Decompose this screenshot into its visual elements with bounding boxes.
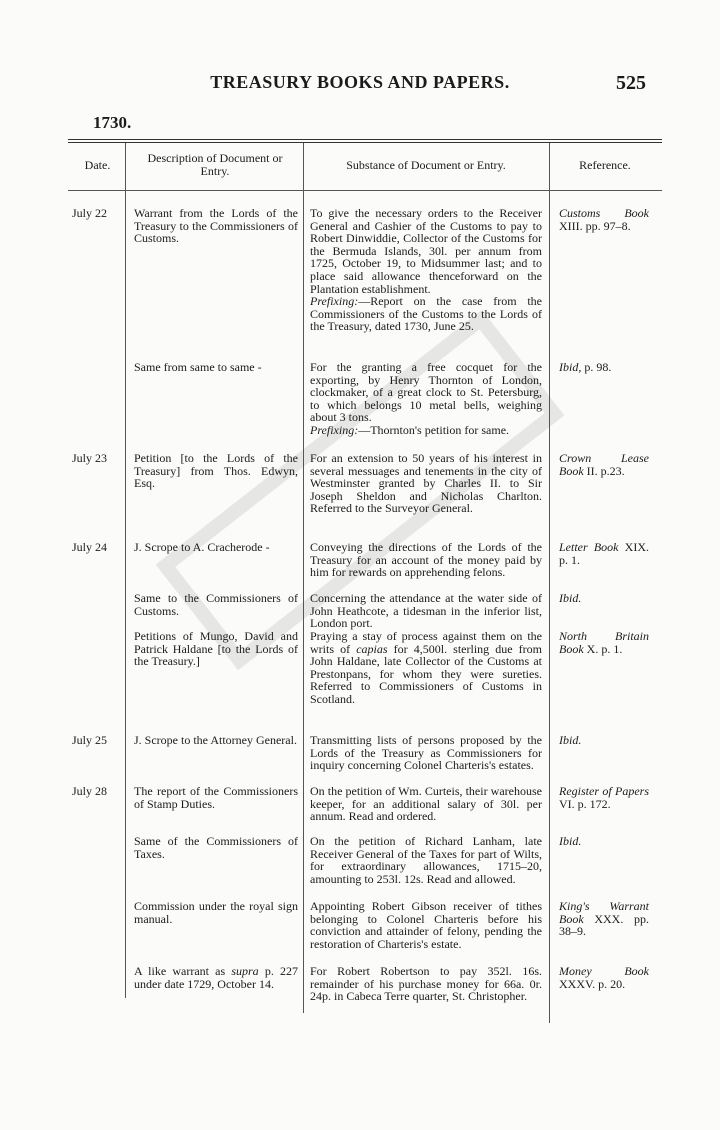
table-top-rule <box>68 139 662 140</box>
entry-description: Same from same to same - <box>134 360 262 374</box>
entry-reference <box>559 207 649 232</box>
entry-substance: Appointing Robert Gibson receiver of tithes belonging to Colonel Charteris before his conviction and attainder of felony, pending the restoration of Charteris's estate. <box>310 899 542 951</box>
entry-substance <box>310 361 542 437</box>
entry-reference <box>559 734 649 747</box>
substance-post: for 4,500l. sterling due from John Haldane, late Collector of the Customs at Prestonpans, for whom they were sureties. Referred to Commissioners of Customs in Scotland. <box>310 641 542 706</box>
reference-volume: XXX. pp. 38–9. <box>559 911 649 939</box>
reference-book: Ibid. <box>559 733 582 747</box>
table-top-rule-inner <box>68 142 662 143</box>
entry-description: Warrant from the Lords of the Treasury to the Commissioners of Customs. <box>134 206 298 246</box>
entry-reference <box>559 900 649 938</box>
reference-volume: X. p. 1. <box>586 641 623 656</box>
entry-reference <box>559 592 649 605</box>
entry-substance: For an extension to 50 years of his interest in several messuages and tenements in the city of Westminster granted by Charles II. to Sir Joseph Sheldon and Nicholas Charlton. Referred to the Surveyor General. <box>310 451 542 516</box>
prefix-label: Prefixing: <box>310 422 359 437</box>
entry-description: J. Scrope to the Attorney General. <box>134 733 297 747</box>
prefix-label: Prefixing: <box>310 294 359 309</box>
reference-book: Money Book <box>559 964 649 978</box>
substance-italic: capias <box>356 641 388 656</box>
entry-substance <box>310 207 542 333</box>
column-header-reference: Reference. <box>579 157 631 172</box>
entry-reference <box>559 452 649 477</box>
entry-substance: Concerning the attendance at the water side of John Heathcote, a tidesman in the inferior list, London port. <box>310 591 542 631</box>
entry-description: J. Scrope to A. Cracherode - <box>134 540 270 554</box>
entry-substance: On the petition of Richard Lanham, late Receiver General of the Taxes for part of Wilts, for extraordinary allowances, 1715–20, amounting to 253l. 12s. Read and allowed. <box>310 834 542 886</box>
description-post: p. 227 under date 1729, October 14. <box>134 964 299 991</box>
entry-reference <box>559 630 649 655</box>
description-italic: supra <box>231 964 259 978</box>
reference-volume: XIX. p. 1. <box>559 540 649 567</box>
entry-description <box>134 965 298 990</box>
entry-date: July 24 <box>72 540 108 554</box>
entry-reference <box>559 785 649 810</box>
year-heading: 1730. <box>93 113 132 132</box>
reference-volume: II. p.23. <box>586 463 625 478</box>
column-divider-2 <box>303 143 304 1013</box>
entry-substance: For Robert Robertson to pay 352l. 16s. remainder of his purchase money for 66a. 0r. 24p. in Cabeca Terre quarter, St. Christopher. <box>310 964 542 1004</box>
entry-reference <box>559 965 649 990</box>
substance-prefix <box>310 424 542 437</box>
substance-pre: Praying a stay of process against them on the writs of <box>310 629 542 656</box>
substance-main: To give the necessary orders to the Receiver General and Cashier of the Customs to pay to Robert Dinwiddie, Collector of the Customs for the Bermuda Islands, 30l. per annum from 1725, October 19, to Midsummer last; and to place said allowance thenceforward on the Plantation establishment. <box>310 206 542 296</box>
page-number: 525 <box>616 72 646 94</box>
entry-reference <box>559 835 649 848</box>
description-pre: A like warrant as <box>134 964 232 978</box>
prefix-text: —Report on the case from the Commissioners of the Customs to the Lords of the Treasury, dated 1730, June 25. <box>310 294 542 334</box>
reference-book: Ibid, <box>559 360 582 374</box>
entry-substance <box>310 630 542 706</box>
entry-date: July 23 <box>72 451 108 465</box>
entry-substance: On the petition of Wm. Curteis, their warehouse keeper, for an additional salary of 30l. per annum. Read and ordered. <box>310 784 542 824</box>
reference-book: Ibid. <box>559 834 582 848</box>
reference-book: Ibid. <box>559 591 582 605</box>
column-header-substance: Substance of Document or Entry. <box>346 157 506 172</box>
reference-volume: XXXV. p. 20. <box>559 976 626 991</box>
entry-description: Petition [to the Lords of the Treasury] from Thos. Edwyn, Esq. <box>134 451 298 491</box>
entry-reference <box>559 541 649 566</box>
substance-prefix <box>310 295 542 333</box>
entry-date: July 28 <box>72 784 108 798</box>
entry-reference <box>559 361 649 374</box>
column-header-description: Description of Document or Entry. <box>147 151 283 178</box>
column-divider-1 <box>125 143 126 998</box>
entry-substance: Conveying the directions of the Lords of the Treasury for an account of the money paid by him for rewards on apprehending felons. <box>310 540 542 580</box>
reference-book: Letter Book <box>559 540 619 554</box>
entry-date: July 25 <box>72 733 108 747</box>
page-title: TREASURY BOOKS AND PAPERS. <box>210 72 510 92</box>
entry-date: July 22 <box>72 206 108 220</box>
reference-book: Register of Papers <box>559 784 649 798</box>
entry-substance: Transmitting lists of persons proposed by the Lords of the Treasury as Commissioners for inquiry concerning Colonel Charteris's estates. <box>310 733 542 773</box>
entry-description: Petitions of Mungo, David and Patrick Haldane [to the Lords of the Treasury.] <box>134 629 298 669</box>
column-header-date: Date. <box>84 157 111 172</box>
reference-book: King's Warrant Book <box>559 899 649 926</box>
prefix-text: —Thornton's petition for same. <box>358 422 510 437</box>
reference-book: Crown Lease Book <box>559 451 649 478</box>
entry-description: Same of the Commissioners of Taxes. <box>134 834 298 861</box>
reference-volume: XIII. pp. 97–8. <box>559 218 631 233</box>
column-divider-3 <box>549 143 550 1023</box>
reference-volume: VI. p. 172. <box>559 796 611 811</box>
header-rule <box>68 190 662 191</box>
entry-description: Commission under the royal sign manual. <box>134 899 298 926</box>
reference-volume: p. 98. <box>584 360 612 374</box>
reference-book: Customs Book <box>559 206 649 220</box>
entry-description: Same to the Commissioners of Customs. <box>134 591 298 618</box>
entry-description: The report of the Commissioners of Stamp Duties. <box>134 784 298 811</box>
substance-main: For the granting a free cocquet for the exporting, by Henry Thornton of London, clockmaker, of a great clock to St. Petersburg, to which belongs 10 metal bells, weighing about 3 tons. <box>310 360 542 425</box>
reference-book: North Britain Book <box>559 629 649 656</box>
